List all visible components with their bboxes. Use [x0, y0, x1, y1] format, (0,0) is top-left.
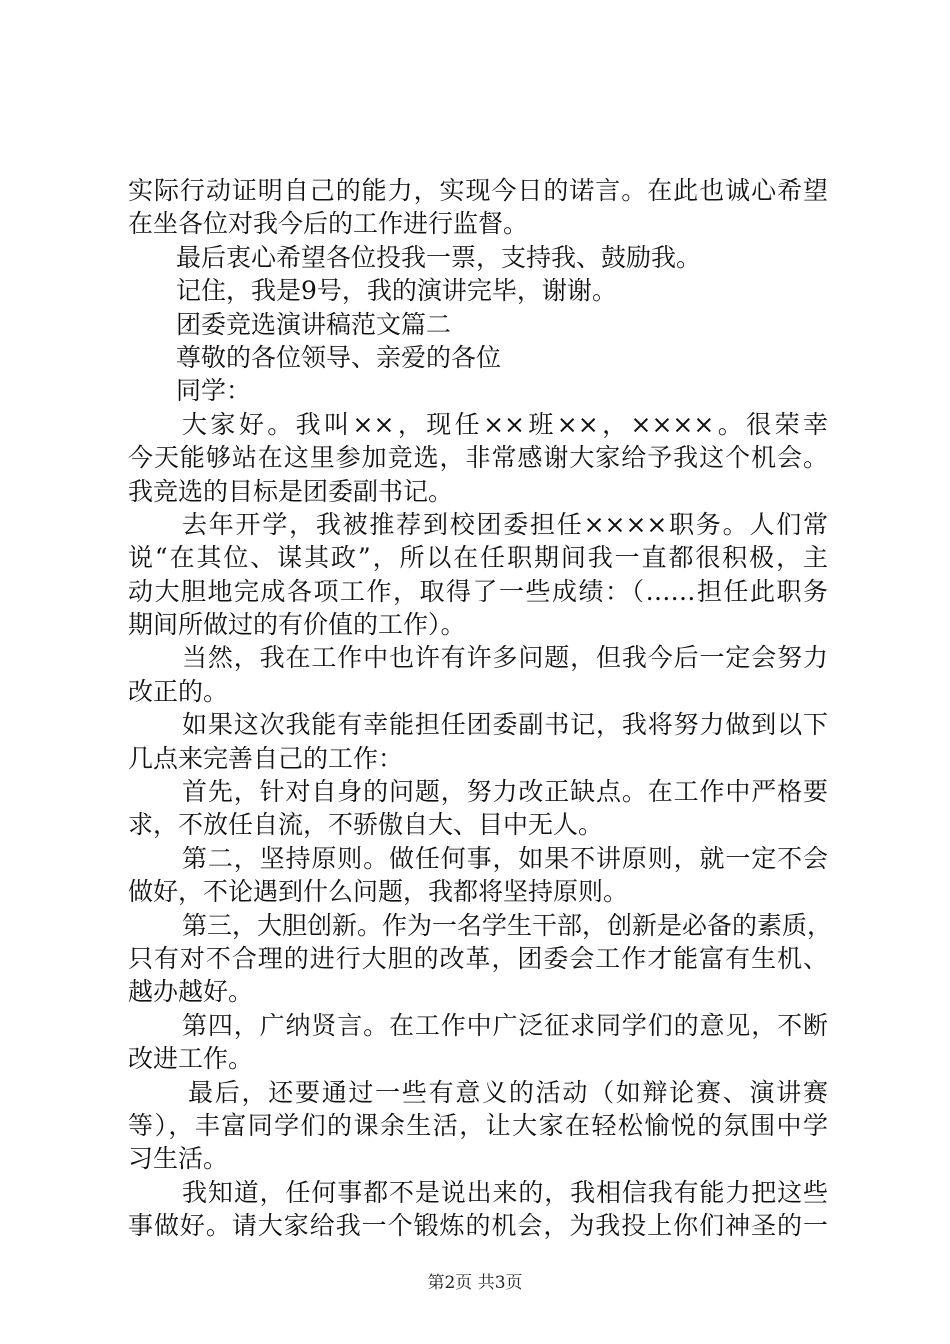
text-line: 等），丰富同学们的课余生活，让大家在轻松愉悦的氛围中学 [128, 1110, 828, 1140]
section-heading: 团委竞选演讲稿范文篇二 [176, 309, 452, 339]
text-line: 今天能够站在这里参加竞选，非常感谢大家给予我这个机会。 [128, 443, 828, 473]
text-line: 记住，我是9号，我的演讲完毕，谢谢。 [176, 276, 617, 306]
text-line: 实际行动证明自己的能力，实现今日的诺言。在此也诚心希望 [128, 176, 828, 205]
text-line: 动大胆地完成各项工作，取得了一些成绩：（……担任此职务 [128, 576, 828, 606]
text-line: 做好，不论遇到什么问题，我都将坚持原则。 [128, 877, 629, 907]
text-line: 改进工作。 [128, 1044, 254, 1074]
text-line: 第四，广纳贤言。在工作中广泛征求同学们的意见，不断 [182, 1010, 828, 1040]
text-line: 改正的。 [128, 676, 229, 706]
text-line: 如果这次我能有幸能担任团委副书记，我将努力做到以下 [182, 710, 828, 740]
text-line: 第三，大胆创新。作为一名学生干部，创新是必备的素质， [182, 910, 833, 940]
text-line: 同学： [176, 376, 252, 406]
text-line: 首先，针对自身的问题，努力改正缺点。在工作中严格要 [182, 777, 828, 807]
text-line: 第二，坚持原则。做任何事，如果不讲原则，就一定不会 [182, 843, 828, 873]
page-number-footer: 第2页 共3页 [427, 1273, 523, 1293]
text-line: 大家好。我叫××，现任××班××，××××。很荣幸 [182, 409, 828, 439]
text-line: 几点来完善自己的工作： [128, 743, 404, 773]
text-line: 事做好。请大家给我一个锻炼的机会，为我投上你们神圣的一 [128, 1211, 828, 1241]
text-line: 最后，还要通过一些有意义的活动（如辩论赛、演讲赛 [188, 1077, 828, 1107]
text-line: 尊敬的各位领导、亲爱的各位 [176, 342, 502, 372]
text-line: 习生活。 [128, 1144, 229, 1174]
text-line: 越办越好。 [128, 977, 254, 1007]
text-line: 期间所做过的有价值的工作）。 [128, 610, 466, 640]
text-line: 求，不放任自流，不骄傲自大、目中无人。 [128, 810, 604, 840]
text-line: 最后衷心希望各位投我一票，支持我、鼓励我。 [176, 242, 702, 272]
text-line: 我竞选的目标是团委副书记。 [128, 476, 454, 506]
text-line: 只有对不合理的进行大胆的改革，团委会工作才能富有生机、 [128, 943, 828, 973]
text-line: 去年开学，我被推荐到校团委担任××××职务。人们常 [182, 509, 828, 539]
text-line: 在坐各位对我今后的工作进行监督。 [128, 209, 529, 239]
text-line: 当然，我在工作中也许有许多问题，但我今后一定会努力 [182, 643, 828, 673]
document-body [128, 174, 833, 1243]
text-line: 说“在其位、谋其政”，所以在任职期间我一直都很积极，主 [128, 543, 828, 573]
text-line: 我知道，任何事都不是说出来的，我相信我有能力把这些 [182, 1177, 828, 1207]
